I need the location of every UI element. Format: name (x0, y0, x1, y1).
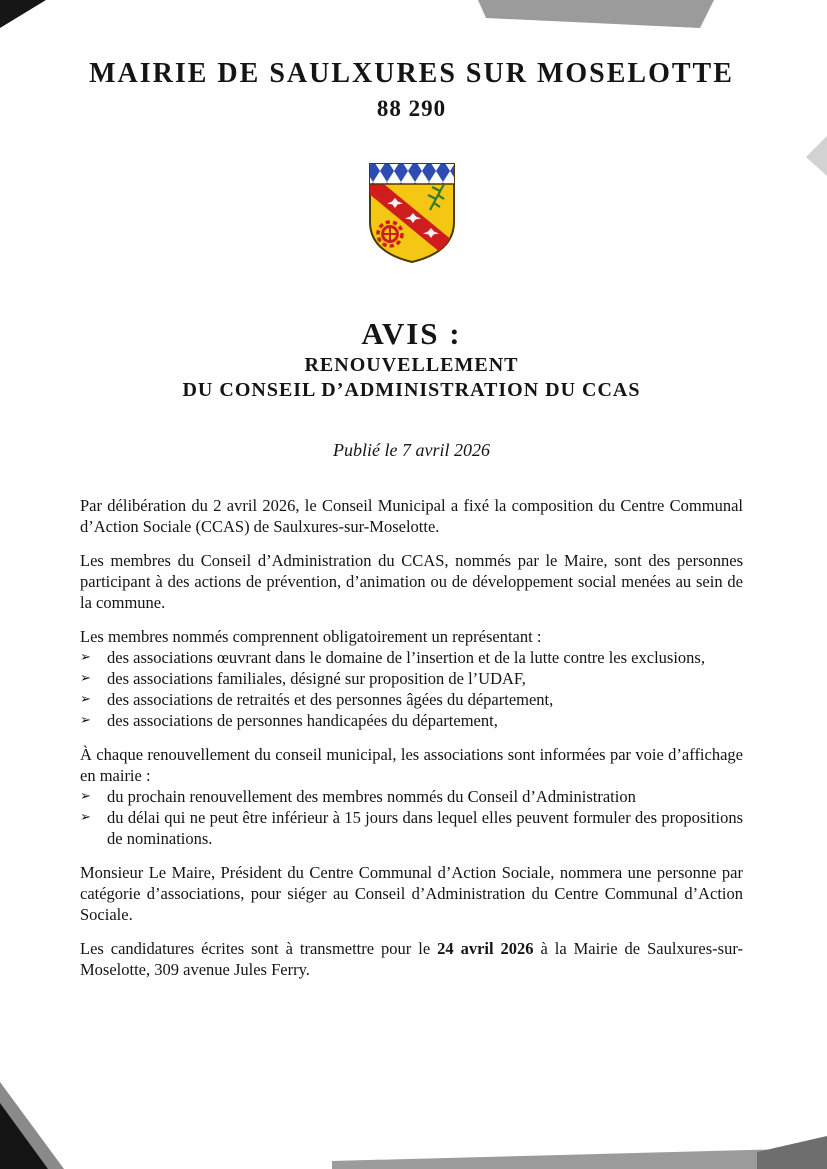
notice-heading: AVIS : (361, 316, 462, 351)
representatives-list (80, 647, 743, 731)
list-item-text: des associations de personnes handicapées du département, (107, 711, 498, 730)
scan-artifact-top-left (0, 0, 46, 28)
list-item (80, 710, 743, 731)
arrow-bullet-icon: ➢ (80, 671, 91, 686)
list-item (80, 647, 743, 668)
scan-artifact-right-edge (806, 136, 827, 176)
list-item (80, 668, 743, 689)
list-item-text: des associations de retraités et des personnes âgées du département, (107, 690, 554, 709)
arrow-bullet-icon: ➢ (80, 650, 91, 665)
scan-artifact-bottom-left (0, 1103, 48, 1169)
paragraph-applications (80, 938, 743, 980)
scan-artifact-bottom-band (332, 1148, 827, 1169)
scan-artifact-bottom-left-grey (0, 1082, 64, 1169)
display-list (80, 786, 743, 849)
notice-body (80, 495, 743, 980)
arrow-bullet-icon: ➢ (80, 692, 91, 707)
paragraph-representatives-intro: Les membres nommés comprennent obligatoirement un représentant : (80, 627, 542, 646)
coat-of-arms-icon (366, 160, 458, 266)
scan-artifact-top-shadow (478, 0, 714, 28)
notice-subtitle-line2: DU CONSEIL D’ADMINISTRATION DU CCAS (182, 379, 641, 401)
paragraph-mayor: Monsieur Le Maire, Président du Centre Communal d’Action Sociale, nommera une personne par catégorie d’associations, pour siéger au Conseil d’Administration du Centre Communal d’Action Sociale. (80, 863, 743, 924)
chief-lozengy (370, 164, 454, 184)
paragraph-members: Les membres du Conseil d’Administration du CCAS, nommés par le Maire, sont des personnes participant à des actions de prévention, d’animation ou de développement social menées au sein de la commune. (80, 551, 743, 612)
applications-text-before: Les candidatures écrites sont à transmettre pour le (80, 939, 438, 958)
list-item (80, 689, 743, 710)
coat-of-arms (80, 160, 743, 266)
list-item-text: des associations œuvrant dans le domaine de l’insertion et de la lutte contre les exclusions, (107, 648, 705, 667)
list-item-text: des associations familiales, désigné sur proposition de l’UDAF, (107, 669, 526, 688)
scan-artifact-bottom-right (757, 1136, 827, 1169)
list-item (80, 807, 743, 849)
paragraph-display-intro: À chaque renouvellement du conseil municipal, les associations sont informées par voie d’affichage en mairie : (80, 745, 743, 785)
list-item-text: du délai qui ne peut être inférieur à 15 jours dans lequel elles peuvent formuler des propositions de nominations. (107, 808, 743, 848)
document-content (80, 58, 743, 993)
page-title: MAIRIE DE SAULXURES SUR MOSELOTTE (89, 58, 734, 89)
postal-code: 88 290 (376, 96, 447, 121)
publication-date: Publié le 7 avril 2026 (333, 440, 490, 460)
arrow-bullet-icon: ➢ (80, 789, 91, 804)
paragraph-deliberation: Par délibération du 2 avril 2026, le Conseil Municipal a fixé la composition du Centre Communal d’Action Sociale (CCAS) de Saulxures-sur-Moselotte. (80, 496, 743, 536)
list-item-text: du prochain renouvellement des membres nommés du Conseil d’Administration (107, 787, 636, 806)
arrow-bullet-icon: ➢ (80, 810, 91, 825)
applications-text-after: à la Mairie de Saulxures-sur-Moselotte, 309 avenue Jules Ferry. (80, 939, 743, 979)
deadline-date: 24 avril 2026 (437, 939, 534, 958)
list-item (80, 786, 743, 807)
arrow-bullet-icon: ➢ (80, 713, 91, 728)
notice-subtitle-line1: RENOUVELLEMENT (304, 354, 519, 376)
